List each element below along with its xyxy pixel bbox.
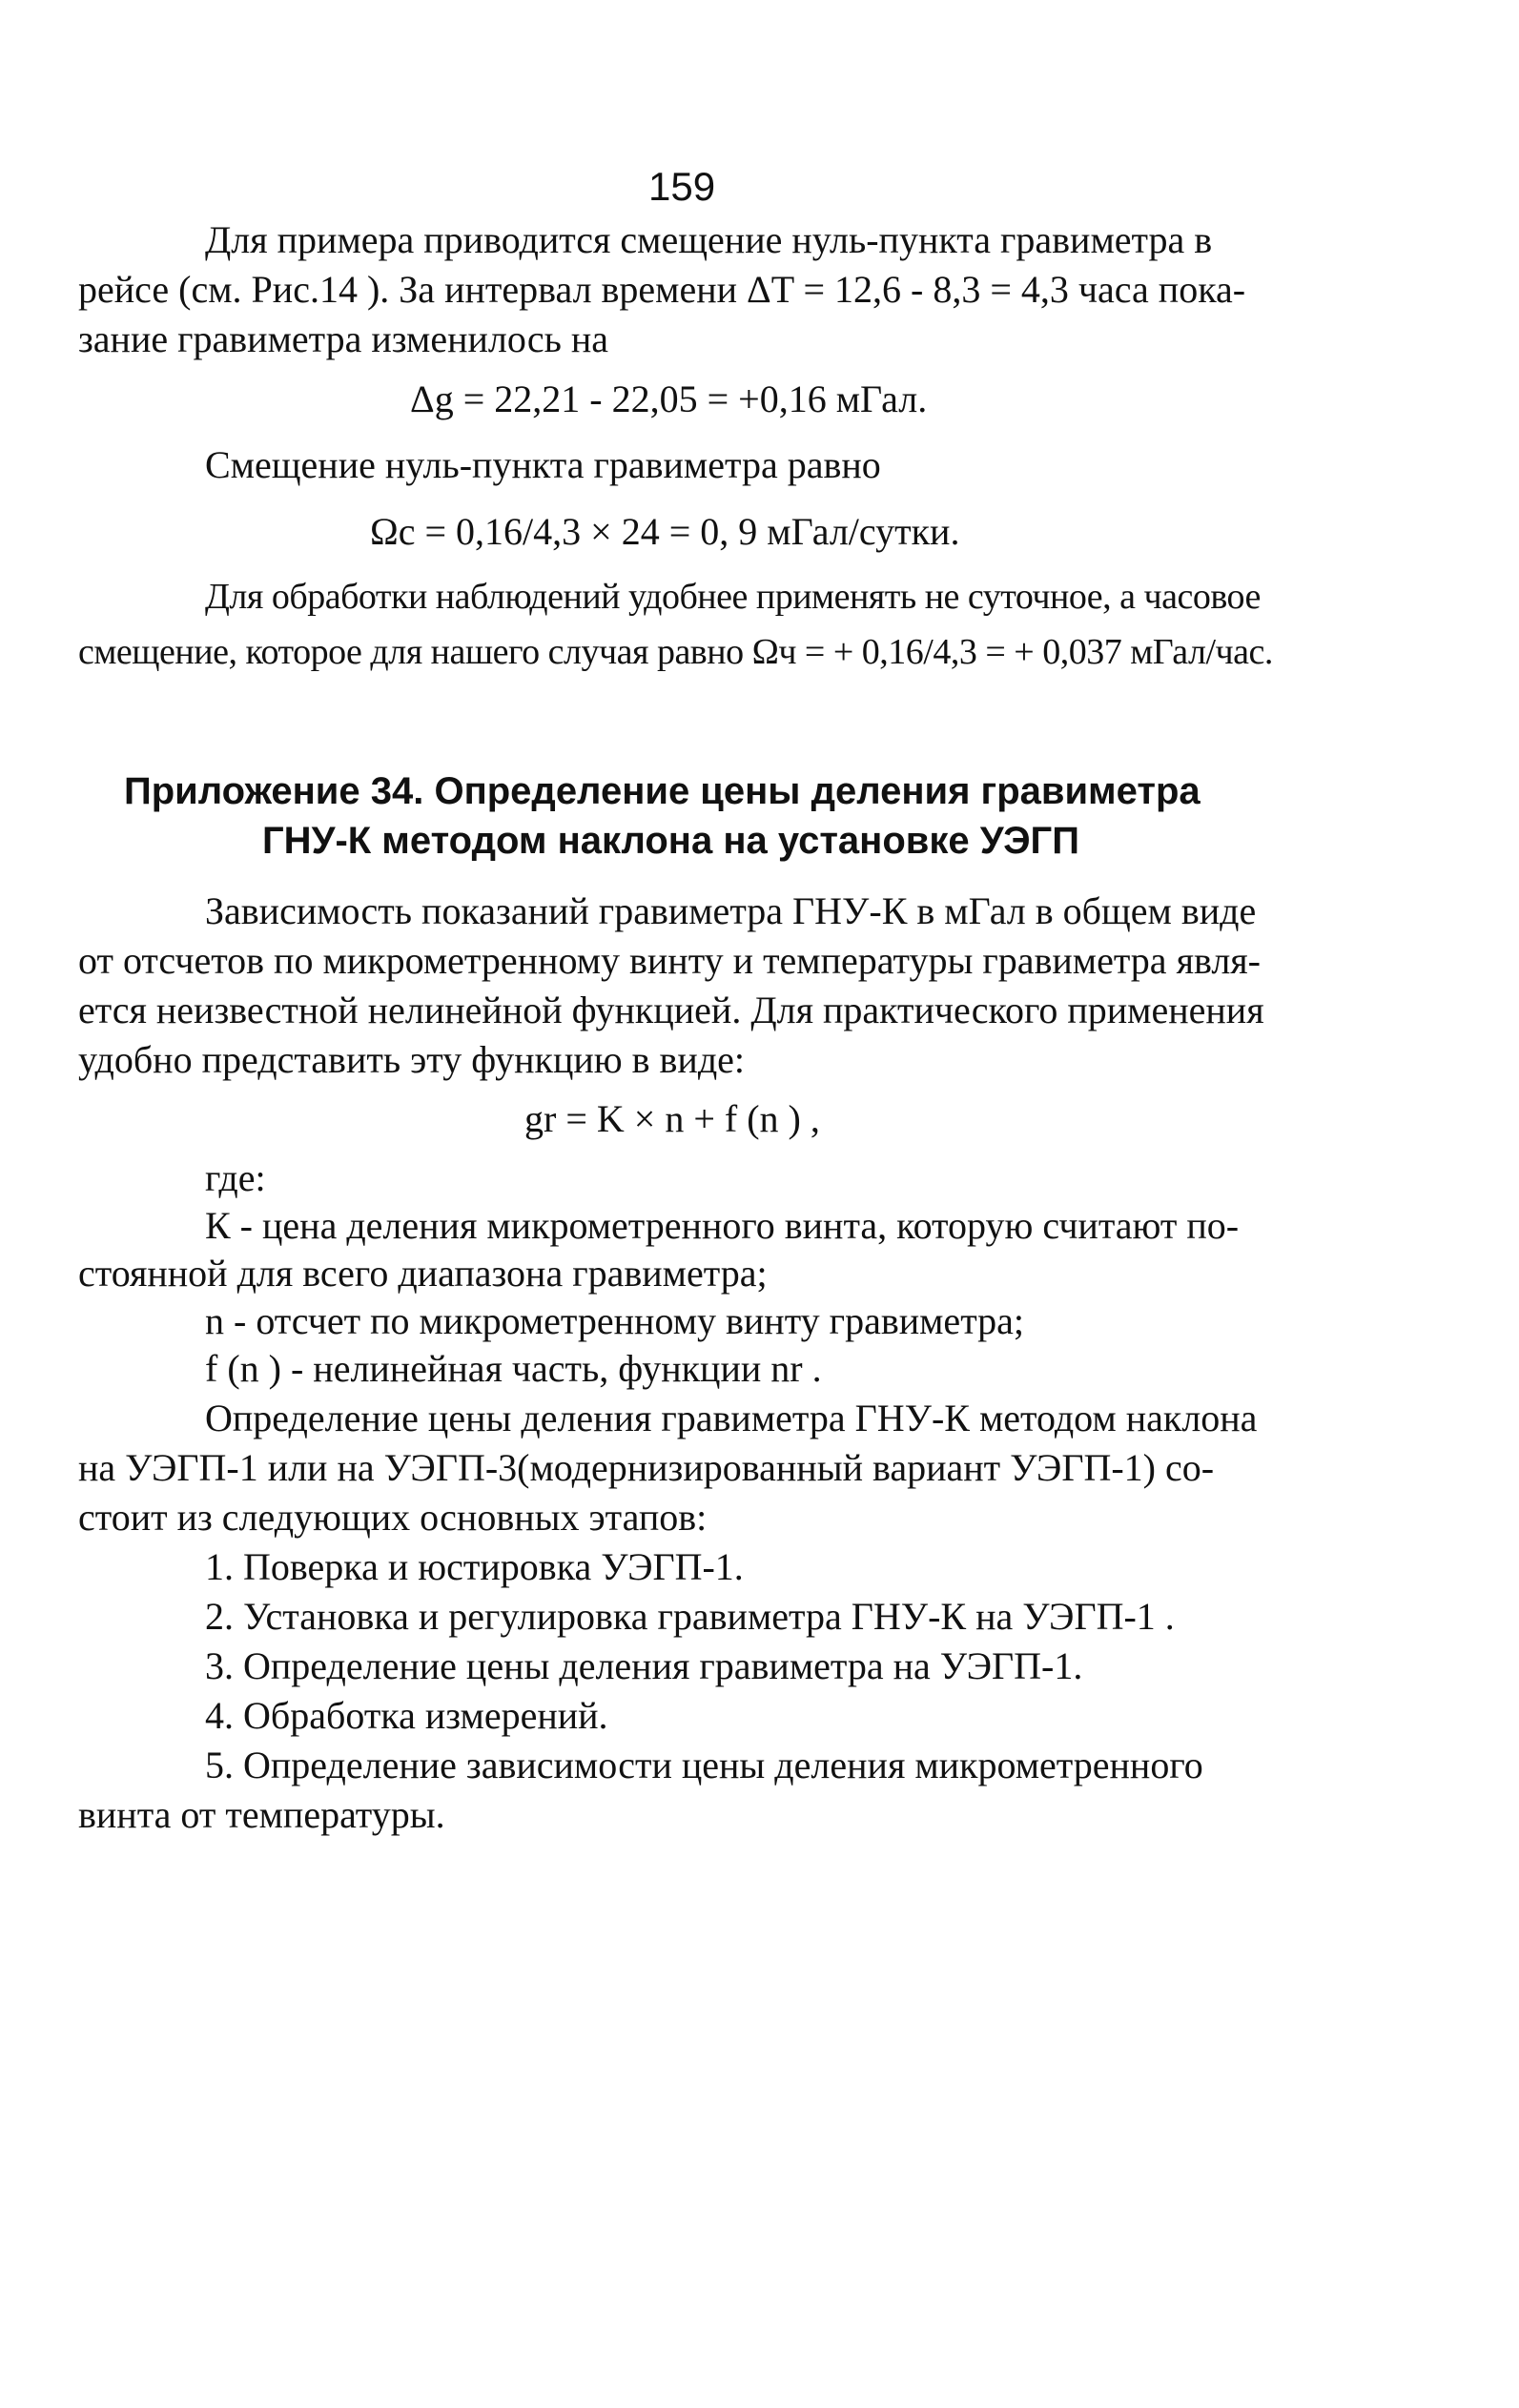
zero-drift-text: Смещение нуль-пункта гравиметра равно	[205, 443, 881, 486]
formula-delta-g: Δg = 22,21 - 22,05 = +0,16 мГал.	[410, 378, 928, 420]
intro-line-1-text: Для примера приводится смещение нуль-пункта гравиметра в	[205, 218, 1213, 261]
intro-line-1	[205, 217, 1302, 263]
para1-line-1: Зависимость показаний гравиметра ГНУ-К в мГал в общем виде	[205, 889, 1257, 932]
hourly-line-2: смещение, которое для нашего случая равно Ωч = + 0,16/4,3 = + 0,037 мГал/час.	[78, 632, 1273, 672]
section-title-line-1: Приложение 34. Определение цены деления гравиметра	[124, 770, 1201, 812]
step-5-line-1: 5. Определение зависимости цены деления микрометренного	[205, 1744, 1203, 1786]
where-label: где:	[205, 1156, 266, 1199]
definition-k-line-1: К - цена деления микрометренного винта, которую считают по-	[205, 1204, 1240, 1247]
intro-line-2	[78, 267, 1302, 313]
hourly-line-1: Для обработки наблюдений удобнее применять не суточное, а часовое	[205, 577, 1261, 617]
para1-line-3: ется неизвестной нелинейной функцией. Для практического применения	[78, 989, 1264, 1031]
step-4: 4. Обработка измерений.	[205, 1694, 608, 1737]
para2-line-1: Определение цены деления гравиметра ГНУ-К методом наклона	[205, 1397, 1258, 1439]
para2-line-2: на УЭГП-1 или на УЭГП-3(модернизированный вариант УЭГП-1) со-	[78, 1446, 1215, 1489]
formula-g: gr = K × n + f (n ) ,	[524, 1097, 820, 1140]
step-5-line-2: винта от температуры.	[78, 1793, 445, 1836]
formula-omega-c: Ωc = 0,16/4,3 × 24 = 0, 9 мГал/сутки.	[370, 510, 960, 553]
step-2: 2. Установка и регулировка гравиметра ГНУ-К на УЭГП-1 .	[205, 1595, 1175, 1638]
section-title-line-2: ГНУ-К методом наклона на установке УЭГП	[262, 820, 1079, 862]
step-1: 1. Поверка и юстировка УЭГП-1.	[205, 1545, 744, 1588]
intro-line-3	[78, 316, 608, 362]
page-number: 159	[648, 164, 716, 209]
para1-line-2: от отсчетов по микрометренному винту и температуры гравиметра явля-	[78, 939, 1261, 982]
intro-line-3-text: зание гравиметра изменилось на	[78, 317, 608, 360]
step-3: 3. Определение цены деления гравиметра на УЭГП-1.	[205, 1644, 1083, 1687]
para1-line-4: удобно представить эту функцию в виде:	[78, 1038, 746, 1081]
intro-line-2-text: рейсе (см. Рис.14 ). За интервал времени ΔT = 12,6 - 8,3 = 4,3 часа пока-	[78, 268, 1246, 311]
definition-fn: f (n ) - нелинейная часть, функции nr .	[205, 1347, 822, 1390]
definition-n: n - отсчет по микрометренному винту гравиметра;	[205, 1299, 1025, 1342]
para2-line-3: стоит из следующих основных этапов:	[78, 1496, 708, 1539]
definition-k-line-2: стоянной для всего диапазона гравиметра;	[78, 1252, 768, 1295]
